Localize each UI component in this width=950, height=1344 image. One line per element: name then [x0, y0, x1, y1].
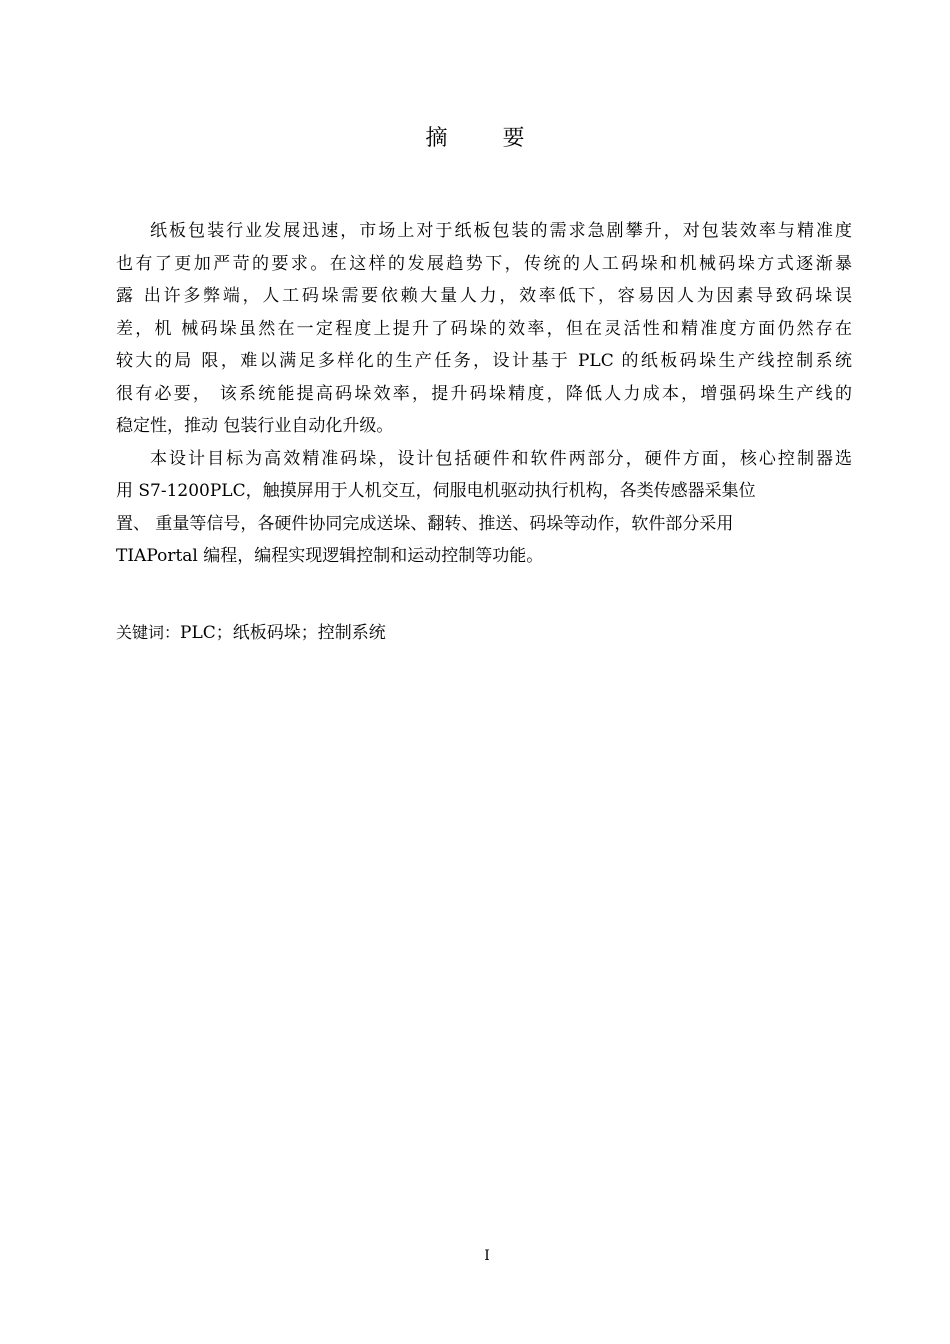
page-number: I	[484, 1248, 490, 1264]
paragraph-line: 置、 重量等信号，各硬件协同完成送垛、翻转、推送、码垛等动作，软件部分采用	[116, 513, 734, 534]
page-title: 摘 要	[425, 126, 549, 151]
keywords-value: PLC；纸板码垛；控制系统	[180, 623, 386, 643]
abstract-paragraph-1	[116, 215, 852, 443]
keywords-label: 关键词：	[116, 623, 181, 642]
paragraph-line: 较大的局 限，难以满足多样化的生产任务，设计基于 PLC 的纸板码垛生产线控制系统	[116, 351, 852, 371]
abstract-paragraph-2	[116, 443, 852, 573]
paragraph-line: 露 出许多弊端，人工码垛需要依赖大量人力，效率低下，容易因人为因素导致码垛误	[116, 286, 852, 306]
paragraph-line: 本设计目标为高效精准码垛，设计包括硬件和软件两部分，硬件方面，核心控制器选	[150, 448, 852, 469]
keywords	[116, 618, 386, 648]
paragraph-line: 很有必要， 该系统能提高码垛效率，提升码垛精度，降低人力成本，增强码垛生产线的	[116, 383, 852, 404]
paragraph-line: 用 S7-1200PLC，触摸屏用于人机交互，伺服电机驱动执行机构，各类传感器采集位	[116, 481, 756, 501]
paragraph-line: 差，机 械码垛虽然在一定程度上提升了码垛的效率，但在灵活性和精准度方面仍然存在	[116, 318, 852, 339]
paragraph-line: 稳定性，推动 包装行业自动化升级。	[116, 416, 394, 436]
paragraph-line: 纸板包装行业发展迅速，市场上对于纸板包装的需求急剧攀升，对包装效率与精准度	[150, 221, 852, 241]
paragraph-line: TIAPortal 编程，编程实现逻辑控制和运动控制等功能。	[116, 546, 544, 566]
abstract-body	[116, 215, 852, 573]
paragraph-line: 也有了更加严苛的要求。在这样的发展趋势下，传统的人工码垛和机械码垛方式逐渐暴	[116, 253, 852, 274]
